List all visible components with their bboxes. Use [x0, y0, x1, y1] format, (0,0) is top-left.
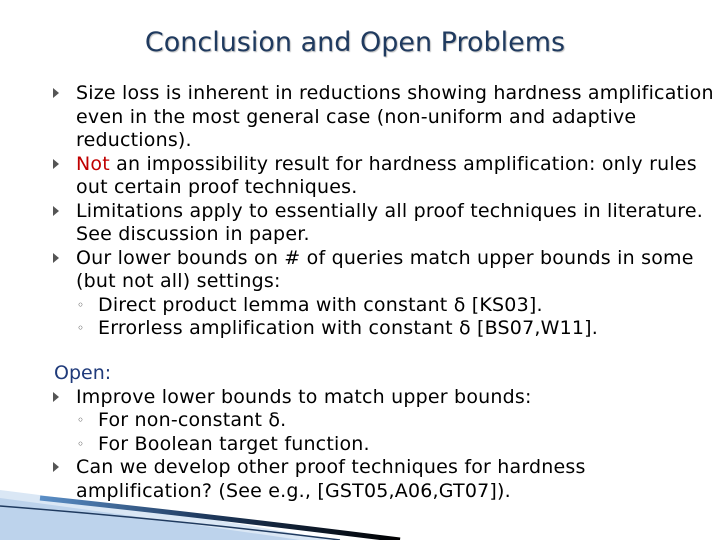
bullet-arrow-icon [53, 206, 59, 216]
bullet-text: Can we develop other proof techniques for hardness amplification? (See e.g., [GST05,A06,GT07]). [76, 456, 586, 502]
bullet-highlight-not: Not [76, 152, 110, 175]
sub-bullet-text: For non-constant δ. [98, 409, 287, 431]
bullet-text: an impossibility result for hardness amplification: only rules out certain proof techniques. [76, 152, 697, 198]
bullet-4 [0, 247, 720, 294]
bullet-text: Size loss is inherent in reductions showing hardness amplification even in the most general case (non-uniform and adaptive reductions). [76, 82, 714, 151]
sub-bullet-2 [0, 317, 720, 341]
sub-bullet-circle-icon: ◦ [77, 436, 85, 451]
sub-bullet-circle-icon: ◦ [77, 413, 85, 427]
sub-bullet-circle-icon: ◦ [77, 297, 85, 312]
main-bullet-list [0, 82, 720, 341]
open-sub-bullet-1 [0, 409, 720, 433]
sub-bullet-text: For Boolean target function. [98, 432, 370, 455]
bullet-text: Our lower bounds on # of queries match upper bounds in some (but not all) settings: [76, 246, 694, 292]
bullet-2 [0, 153, 720, 200]
bullet-1 [0, 82, 720, 153]
decorative-swoosh [0, 470, 720, 540]
sub-bullet-text: Direct product lemma with constant δ [KS03]. [98, 293, 543, 316]
sub-bullet-text: Errorless amplification with constant δ [BS07,W11]. [98, 317, 599, 339]
bullet-arrow-icon [53, 253, 59, 263]
open-bullet-1 [0, 386, 720, 410]
bullet-text: Improve lower bounds to match upper bounds: [76, 385, 532, 408]
bullet-arrow-icon [53, 88, 59, 98]
sub-bullet-1 [0, 294, 720, 318]
open-label: Open: [54, 362, 112, 384]
open-sub-bullet-2 [0, 433, 720, 457]
bullet-3 [0, 200, 720, 247]
slide-title: Conclusion and Open Problems [144, 27, 566, 58]
sub-bullet-circle-icon: ◦ [77, 321, 85, 335]
bullet-arrow-icon [53, 392, 59, 402]
bullet-arrow-icon [53, 159, 59, 169]
bullet-text: Limitations apply to essentially all proof techniques in literature. See discussion in paper. [76, 199, 704, 245]
